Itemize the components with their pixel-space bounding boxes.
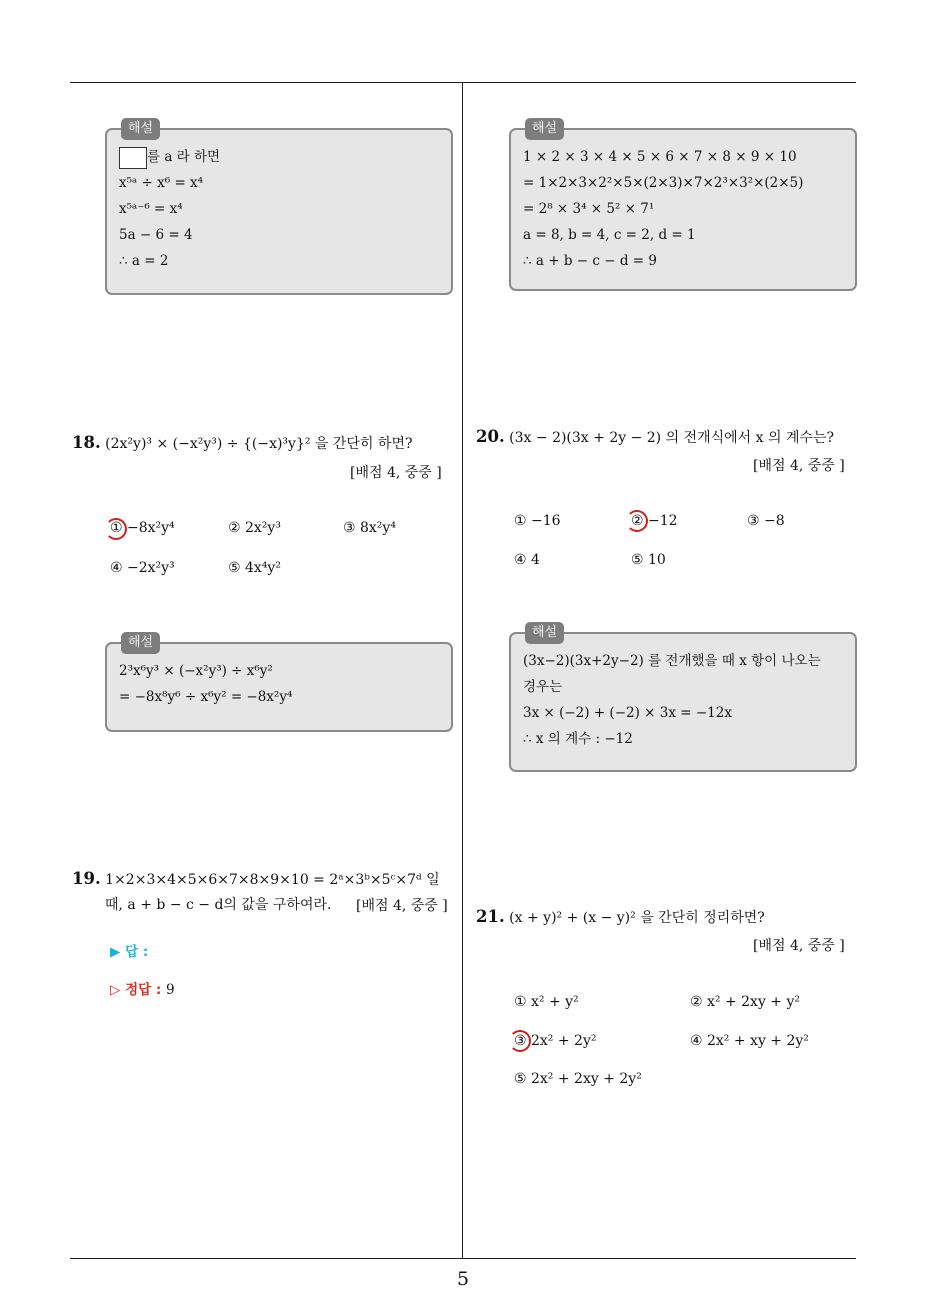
option-2[interactable]: ② −12 [631, 513, 678, 529]
question-19 [72, 866, 457, 893]
solution-box-17 [105, 121, 453, 295]
solution-line: x⁵ᵃ ÷ x⁶ = x⁴ [119, 175, 204, 191]
question-text: 1×2×3×4×5×6×7×8×9×10 = 2ᵃ×3ᵇ×5ᶜ×7ᵈ 일 [105, 872, 440, 888]
solution-line: = −8x⁸y⁶ ÷ x⁶y² = −8x²y⁴ [119, 689, 293, 705]
question-number: 20. [476, 427, 505, 446]
option-3[interactable]: ③ −8 [747, 513, 785, 529]
solution-tag: 해설 [121, 632, 160, 654]
question-number: 18. [72, 433, 101, 452]
solution-line: (3x−2)(3x+2y−2) 를 전개했을 때 x 항이 나오는 [523, 653, 821, 669]
solution-box-factorial [509, 121, 857, 291]
solution-line: 를 a 라 하면 [119, 144, 439, 170]
points-label: [배점 4, 중중 ] [356, 898, 448, 914]
solution-tag: 해설 [525, 622, 564, 644]
solution-line: ∴ a + b − c − d = 9 [523, 253, 657, 269]
solution-line: x⁵ᵃ⁻⁶ = x⁴ [119, 201, 183, 217]
option-4[interactable]: ④ −2x²y³ [110, 560, 175, 576]
page-number: 5 [456, 1268, 470, 1290]
question-18 [72, 430, 457, 457]
option-1[interactable]: ① −8x²y⁴ [110, 520, 175, 536]
question-text: (2x²y)³ × (−x²y³) ÷ {(−x)³y}² 을 간단히 하면? [105, 436, 413, 452]
points-label: [배점 4, 중중 ] [753, 938, 845, 954]
option-3[interactable]: ③ 8x²y⁴ [343, 520, 396, 536]
option-3[interactable]: ③ 2x² + 2y² [514, 1033, 597, 1049]
column-divider [462, 82, 463, 1258]
option-4[interactable]: ④ 2x² + xy + 2y² [690, 1033, 809, 1049]
question-number: 21. [476, 907, 505, 926]
solution-box-20 [509, 625, 857, 772]
solution-line: 2³x⁶y³ × (−x²y³) ÷ x⁶y² [119, 663, 273, 679]
solution-tag: 해설 [121, 118, 160, 140]
option-2[interactable]: ② 2x²y³ [228, 520, 281, 536]
answer-label: ▶ 답 : [110, 944, 149, 960]
solution-line: = 1×2×3×2²×5×(2×3)×7×2³×3²×(2×5) [523, 175, 804, 191]
option-1[interactable]: ① −16 [514, 513, 561, 529]
solution-line: 경우는 [523, 679, 563, 695]
solution-line: ∴ x 의 계수 : −12 [523, 731, 633, 747]
bottom-rule [70, 1258, 856, 1259]
solution-box-18 [105, 635, 453, 732]
solution-tag: 해설 [525, 118, 564, 140]
question-text: (3x − 2)(3x + 2y − 2) 의 전개식에서 x 의 계수는? [509, 430, 835, 446]
solution-line: 5a − 6 = 4 [119, 227, 193, 243]
correct-answer-row [110, 978, 175, 998]
question-number: 19. [72, 869, 101, 888]
question-20 [476, 424, 861, 451]
question-text: (x + y)² + (x − y)² 을 간단히 정리하면? [509, 910, 765, 926]
solution-line: ∴ a = 2 [119, 253, 169, 269]
correct-answer-value: 9 [165, 982, 175, 998]
points-label: [배점 4, 중중 ] [753, 458, 845, 474]
option-2[interactable]: ② x² + 2xy + y² [690, 994, 801, 1010]
option-1[interactable]: ① x² + y² [514, 994, 579, 1010]
question-19-line2: 때, a + b − c − d의 값을 구하여라. [105, 897, 332, 913]
solution-line: 3x × (−2) + (−2) × 3x = −12x [523, 705, 732, 721]
blank-box [119, 147, 147, 169]
option-5[interactable]: ⑤ 2x² + 2xy + 2y² [514, 1071, 642, 1087]
points-label: [배점 4, 중중 ] [350, 465, 442, 481]
solution-line: = 2⁸ × 3⁴ × 5² × 7¹ [523, 201, 655, 217]
solution-line: 1 × 2 × 3 × 4 × 5 × 6 × 7 × 8 × 9 × 10 [523, 149, 797, 165]
top-rule [70, 82, 856, 83]
option-5[interactable]: ⑤ 10 [631, 552, 666, 568]
correct-answer-label: ▷ 정답 : [110, 982, 162, 998]
option-5[interactable]: ⑤ 4x⁴y² [228, 560, 281, 576]
question-21 [476, 904, 861, 931]
solution-line: a = 8, b = 4, c = 2, d = 1 [523, 227, 696, 243]
option-4[interactable]: ④ 4 [514, 552, 540, 568]
